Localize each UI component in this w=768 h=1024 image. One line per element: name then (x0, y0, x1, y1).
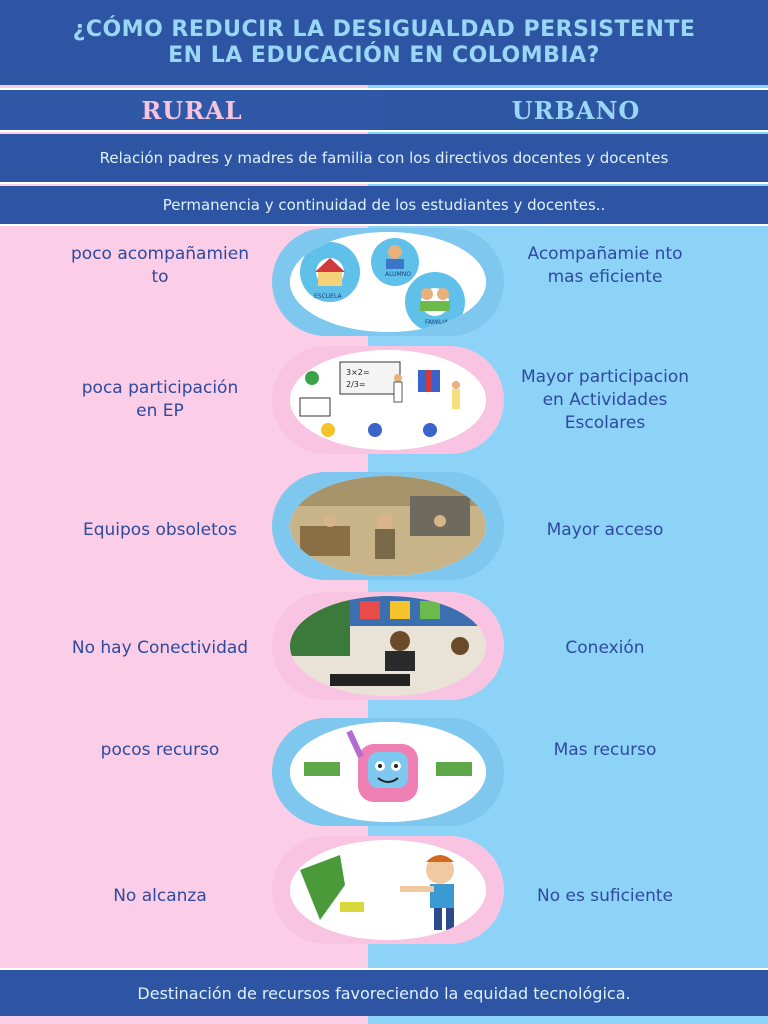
gear-label-familia: FAMILIA (425, 319, 449, 326)
board-text-1: 3×2= (346, 368, 370, 377)
rural-text: No alcanza (113, 885, 207, 906)
urban-text: Mayor acceso (546, 519, 664, 540)
column-urban: URBANO (384, 90, 768, 130)
footer-banner (0, 968, 768, 1016)
urban-text: Mayor participacion en Actividades Escolares (520, 366, 690, 433)
urban-text: Acompañamie nto mas eficiente (527, 244, 683, 287)
column-headers (0, 88, 768, 132)
rural-text: poco acompañamien to (71, 244, 249, 287)
rural-text: poca participación en EP (81, 378, 239, 421)
column-rural: RURAL (0, 90, 384, 130)
gear-label-escuela: ESCUELA (314, 293, 342, 300)
urban-text: Mas recurso (553, 739, 657, 760)
comparison-row (0, 216, 768, 316)
rural-text: No hay Conectividad (71, 637, 249, 658)
page-title: ¿CÓMO REDUCIR LA DESIGUALDAD PERSISTENTE EN LA EDUCACIÓN EN COLOMBIA? (72, 16, 696, 68)
comparison-row (0, 350, 768, 450)
rural-text: pocos recurso (100, 739, 220, 760)
band-parents-relation-text: Relación padres y madres de familia con los directivos docentes y docentes (99, 149, 669, 167)
comparison-row (0, 700, 768, 800)
title-block (0, 0, 768, 85)
band-permanence-text: Permanencia y continuidad de los estudiantes y docentes.. (162, 196, 606, 214)
rural-text: Equipos obsoletos (82, 519, 238, 540)
footer-text: Destinación de recursos favoreciendo la equidad tecnológica. (137, 983, 631, 1003)
comparison-row (0, 480, 768, 580)
urban-text: No es suficiente (536, 885, 673, 906)
board-text-2: 2/3= (346, 380, 366, 389)
band-parents-relation (0, 134, 768, 184)
comparison-row (0, 846, 768, 946)
urban-text: Conexión (565, 637, 645, 658)
gear-label-alumno: ALUMNO (385, 271, 411, 278)
comparison-row (0, 598, 768, 698)
